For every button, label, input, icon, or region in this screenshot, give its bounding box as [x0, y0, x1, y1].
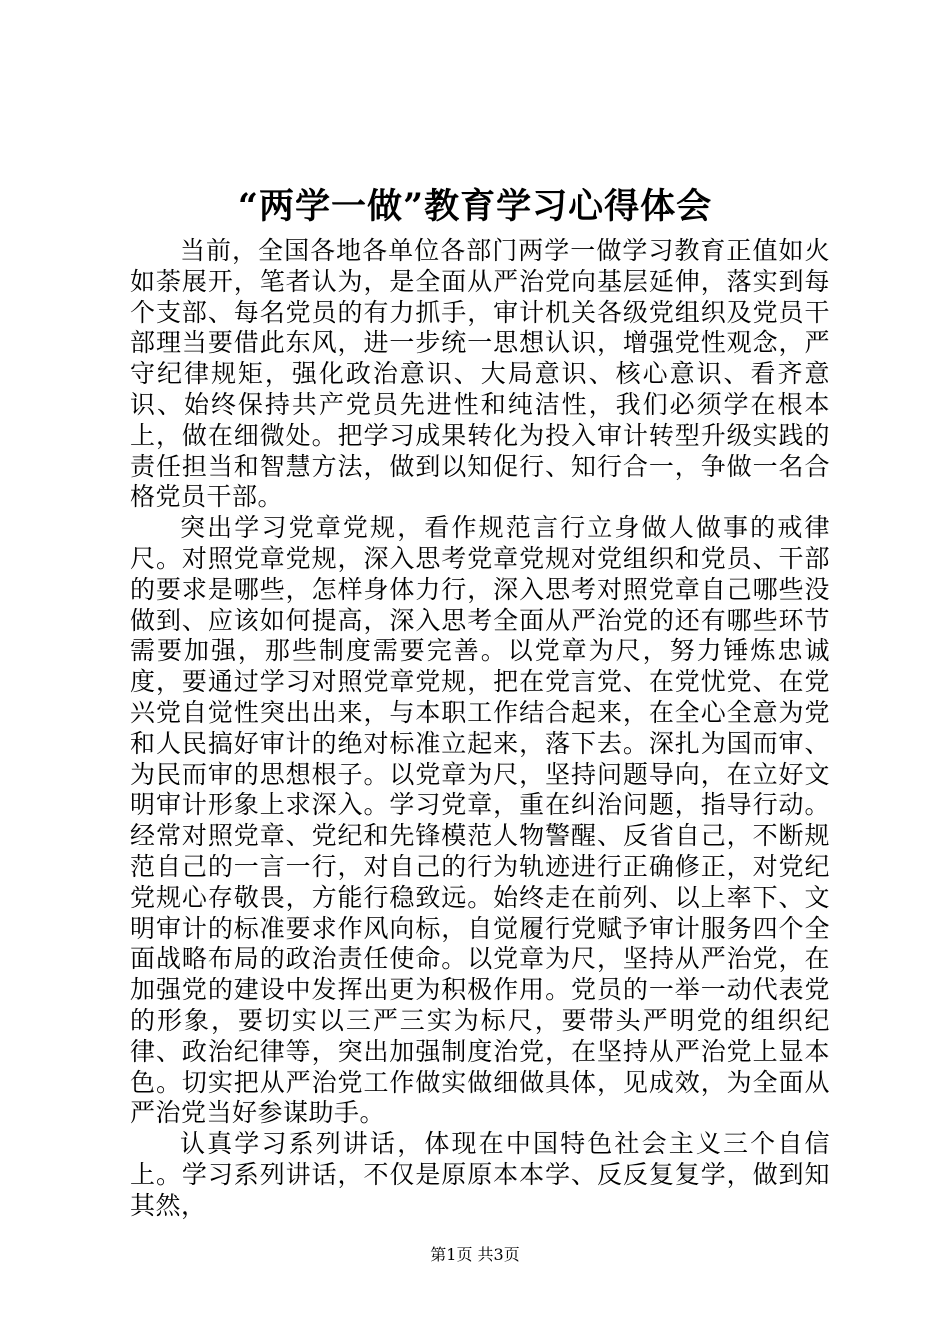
document-title: “两学一做”教育学习心得体会 — [237, 186, 713, 227]
paragraph-3: 认真学习系列讲话，体现在中国特色社会主义三个自信上。学习系列讲话，不仅是原原本本学、反反复复学，做到知其然， — [130, 1129, 830, 1220]
paragraph-2: 突出学习党章党规，看作规范言行立身做人做事的戒律尺。对照党章党规，深入思考党章党规对党组织和党员、干部的要求是哪些，怎样身体力行，深入思考对照党章自己哪些没做到、应该如何提高，深入思考全面从严治党的还有哪些环节需要加强，那些制度需要完善。以党章为尺，努力锤炼忠诚度，要通过学习对照党章党规，把在党言党、在党忧党、在党兴党自觉性突出出来，与本职工作结合起来，在全心全意为党和人民搞好审计的绝对标准立起来，落下去。深扎为国而审、为民而审的思想根子。以党章为尺，坚持问题导向，在立好文明审计形象上求深入。学习党章，重在纠治问题，指导行动。经常对照党章、党纪和先锋模范人物警醒、反省自己，不断规范自己的一言一行，对自己的行为轨迹进行正确修正，对党纪党规心存敬畏，方能行稳致远。始终走在前列、以上率下、文明审计的标准要求作风向标，自觉履行党赋予审计服务四个全面战略布局的政治责任使命。以党章为尺，坚持从严治党，在加强党的建设中发挥出更为积极作用。党员的一举一动代表党的形象，要切实以三严三实为标尺，要带头严明党的组织纪律、政治纪律等，突出加强制度治党，在坚持从严治党上显本色。切实把从严治党工作做实做细做具体，见成效，为全面从严治党当好参谋助手。 — [130, 513, 830, 1128]
document-body — [130, 236, 830, 1222]
paragraph-1: 当前，全国各地各单位各部门两学一做学习教育正值如火如荼展开，笔者认为，是全面从严治党向基层延伸，落实到每个支部、每名党员的有力抓手，审计机关各级党组织及党员干部理当要借此东风，进一步统一思想认识，增强党性观念，严守纪律规矩，强化政治意识、大局意识、核心意识、看齐意识、始终保持共产党员先进性和纯洁性，我们必须学在根本上，做在细微处。把学习成果转化为投入审计转型升级实践的责任担当和智慧方法，做到以知促行、知行合一，争做一名合格党员干部。 — [130, 236, 830, 512]
page-number-footer: 第1页 共3页 — [430, 1245, 520, 1264]
